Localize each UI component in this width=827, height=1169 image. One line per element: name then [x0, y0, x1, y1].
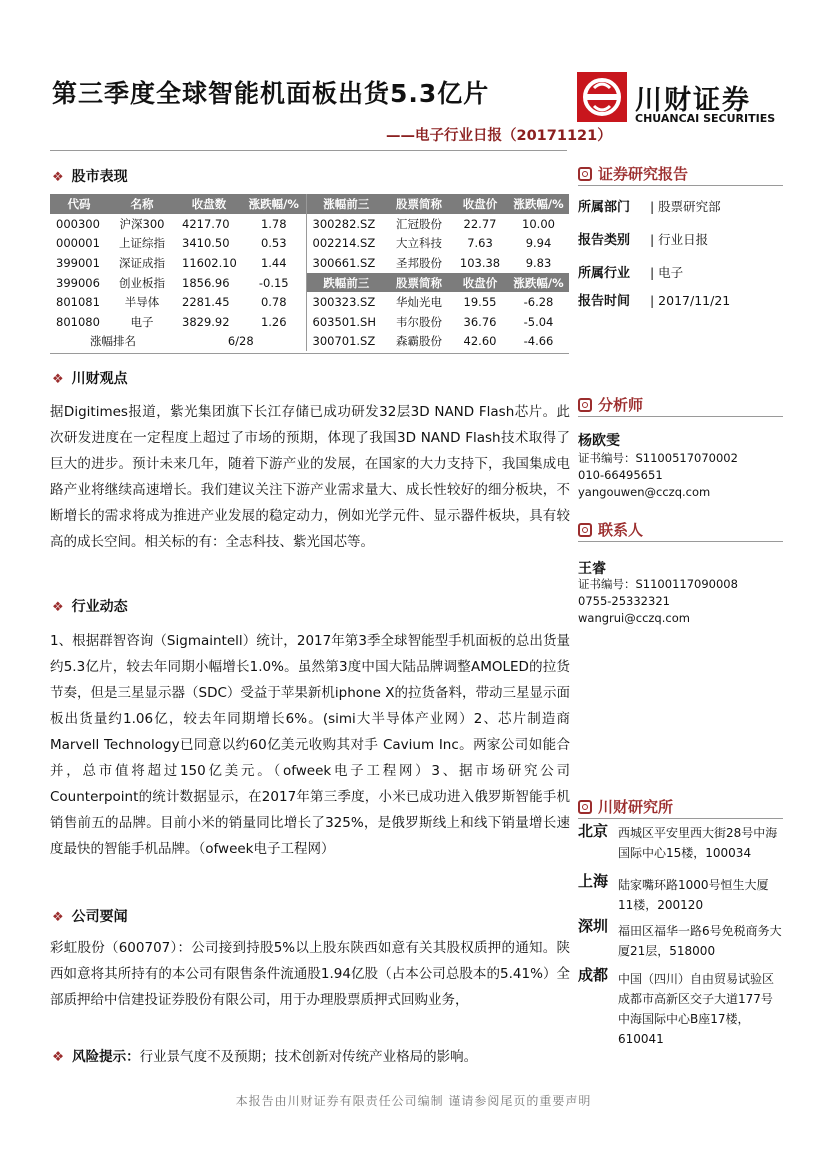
- sidebar-divider: [578, 541, 783, 542]
- column-header: 涨幅前三: [306, 194, 386, 214]
- column-header: 名称: [108, 194, 176, 214]
- industry-paragraph: 1、根据群智咨询（Sigmaintell）统计，2017年第3季全球智能型手机面板的总出货量约5.3亿片，较去年同期小幅增长1.0%。虽然第3度中国大陆品牌调整AMOLED的拉货节奏，但是三星显示器（SDC）受益于苹果新机iphone X的拉货备料，带动三星显示面板出货量约1.06亿，较去年同期增长6%。(simi大半导体产业网）2、芯片制造商Marvell Technology已同意以约60亿美元收购其对手 Cavium Inc。两家公司如能合并，总市值将超过150亿美元。（ofweek电子工程网）3、据市场研究公司Counterpoint的统计数据显示，在2017年第三季度，小米已成功进入俄罗斯智能手机销售前五的品牌。目前小米的销量同比增长了325%，是俄罗斯线上和线下销量增长速度最快的智能手机品牌。（ofweek电子工程网）: [50, 633, 570, 857]
- rank-label: 涨幅排名: [90, 334, 136, 349]
- office-address: 福田区福华一路6号免税商务大厦21层，518000: [618, 924, 782, 958]
- column-header: 代码: [50, 194, 108, 214]
- section-icon: [578, 800, 592, 814]
- column-header: 跌幅前三: [306, 273, 386, 293]
- section-icon: [578, 398, 592, 412]
- diamond-icon: ❖: [52, 910, 64, 925]
- logo-text-en: CHUANCAI SECURITIES: [635, 112, 776, 125]
- column-header: 涨跌幅/%: [508, 194, 569, 214]
- column-header: 涨跌幅/%: [242, 194, 306, 214]
- analyst-email[interactable]: yangouwen@cczq.com: [578, 485, 711, 499]
- market-table: [50, 194, 569, 351]
- column-header: 涨跌幅/%: [508, 273, 569, 293]
- info-category: 报告类别 | 行业日报: [578, 232, 709, 248]
- contact-email[interactable]: wangrui@cczq.com: [578, 611, 690, 625]
- section-view-heading: ❖ 川财观点: [52, 371, 128, 387]
- analyst-heading: 分析师: [578, 394, 643, 415]
- header-divider: [50, 150, 567, 151]
- contact-heading: 联系人: [578, 519, 643, 540]
- section-market-heading: ❖ 股市表现: [52, 169, 128, 185]
- view-paragraph: 据Digitimes报道，紫光集团旗下长江存储已成功研发32层3D NAND Flash芯片。此次研发进度在一定程度上超过了市场的预期，体现了我国3D NAND Flash技术取得了巨大的进步。预计未来几年，随着下游产业的发展，在国家的大力支持下，我国集成电路产业将继续高速增长。我们建议关注下游产业需求量大、成长性较好的细分板块，不断增长的需求将成为推进产业发展的稳定动力，例如光学元件、显示器件板块，具有较高的成长空间。相关标的有：全志科技、紫光国芯等。: [50, 404, 570, 550]
- analyst-phone: 010-66495651: [578, 468, 663, 482]
- table-bottom-rule: [50, 353, 569, 354]
- report-title: 第三季度全球智能机面板出货5.3亿片: [52, 79, 490, 108]
- office-address: 西城区平安里西大街28号中海国际中心15楼，100034: [618, 826, 778, 860]
- diamond-icon: ❖: [52, 600, 64, 615]
- sidebar-divider: [578, 416, 783, 417]
- footer-disclaimer: 本报告由川财证券有限责任公司编制 谨请参阅尾页的重要声明: [235, 1094, 592, 1108]
- office-address: 中国（四川）自由贸易试验区成都市高新区交子大道177号中海国际中心B座17楼，610041: [618, 972, 775, 1046]
- table-row: 涨幅排名 6/28 300701.SZ 森霸股份 42.60 -4.66: [50, 332, 569, 352]
- table-row: 399001 深证成指 11602.10 1.44 300661.SZ 圣邦股份 103.38 9.83: [50, 253, 569, 273]
- info-date: 报告时间 | 2017/11/21: [578, 293, 731, 309]
- column-header: 收盘数: [176, 194, 242, 214]
- table-row: 801081 半导体 2281.45 0.78 300323.SZ 华灿光电 19.55 -6.28: [50, 292, 569, 312]
- contact-cert: 证书编号：S1100117090008: [578, 577, 738, 591]
- section-industry-heading: ❖ 行业动态: [52, 599, 128, 615]
- column-header: 收盘价: [452, 273, 508, 293]
- table-row: 000300 沪深300 4217.70 1.78 300282.SZ 汇冠股份 22.77 10.00: [50, 214, 569, 234]
- diamond-icon: ❖: [52, 372, 64, 387]
- report-subtitle: ——电子行业日报（20171121）: [386, 128, 612, 144]
- section-icon: [578, 167, 592, 181]
- contact-name: 王睿: [578, 561, 606, 577]
- company-paragraph: 彩虹股份（600707）：公司接到持股5%以上股东陕西如意有关其股权质押的通知。陕西如意将其所持有的本公司有限售条件流通股1.94亿股（占本公司总股本的5.41%）全部质押给中信建投证券股份有限公司，用于办理股票质押式回购业务，: [50, 940, 570, 1008]
- rank-value: 6/28: [227, 334, 254, 349]
- section-icon: [578, 523, 592, 537]
- company-logo: [577, 72, 777, 132]
- office-city: 成都: [578, 966, 609, 984]
- office-address: 陆家嘴环路1000号恒生大厦11楼，200120: [618, 878, 769, 912]
- section-company-heading: ❖ 公司要闻: [52, 909, 128, 925]
- table-row: 801080 电子 3829.92 1.26 603501.SH 韦尔股份 36.76 -5.04: [50, 312, 569, 332]
- diamond-icon: ❖: [52, 170, 64, 185]
- office-city: 上海: [578, 872, 609, 890]
- report-type-heading: 证券研究报告: [578, 163, 688, 184]
- column-header: 股票简称: [386, 273, 452, 293]
- table-row: 399006 创业板指 1856.96 -0.15 跌幅前三 股票简称 收盘价 涨跌幅/%: [50, 273, 569, 293]
- analyst-name: 杨欧雯: [578, 433, 620, 449]
- table-header-row: [50, 194, 569, 214]
- chuancai-logo-icon: [577, 72, 627, 122]
- risk-statement: ❖ 风险提示：行业景气度不及预期；技术创新对传统产业格局的影响。: [52, 1049, 478, 1065]
- office-city: 深圳: [578, 917, 609, 935]
- sidebar-divider: [578, 818, 783, 819]
- info-industry: 所属行业 | 电子: [578, 265, 684, 281]
- table-row: 000001 上证综指 3410.50 0.53 002214.SZ 大立科技 7.63 9.94: [50, 234, 569, 254]
- contact-phone: 0755-25332321: [578, 594, 670, 608]
- sidebar-divider: [578, 185, 783, 186]
- institute-heading: 川财研究所: [578, 796, 673, 817]
- office-city: 北京: [578, 822, 609, 840]
- column-header: 股票简称: [386, 194, 452, 214]
- analyst-cert: 证书编号：S1100517070002: [578, 451, 738, 465]
- info-department: 所属部门 | 股票研究部: [578, 199, 721, 215]
- diamond-icon: ❖: [52, 1049, 65, 1065]
- logo-text-cn: 川财证券: [635, 85, 751, 116]
- column-header: 收盘价: [452, 194, 508, 214]
